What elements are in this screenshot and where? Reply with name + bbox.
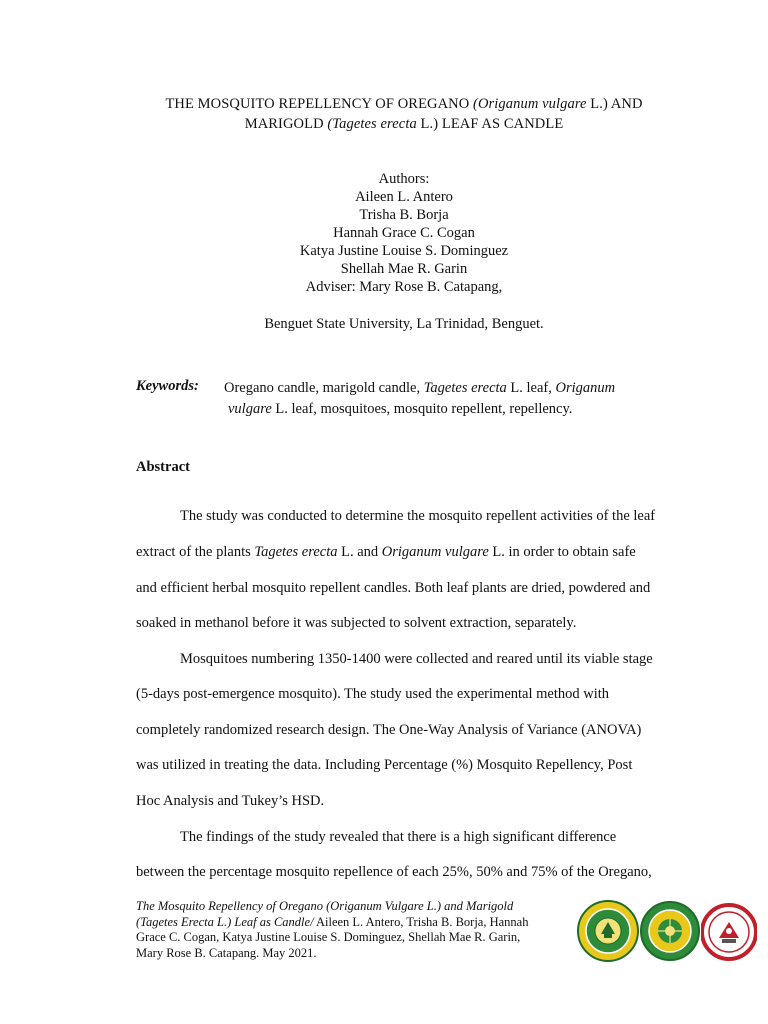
school-seal-icon bbox=[701, 902, 757, 962]
footer-line: The Mosquito Repellency of Oregano (Origanum Vulgare L.) and Marigold bbox=[136, 899, 514, 913]
abstract-line: soaked in methanol before it was subjected to solvent extraction, separately. bbox=[136, 615, 577, 631]
abstract-line: The study was conducted to determine the mosquito repellent activities of the leaf bbox=[180, 508, 656, 524]
abstract-line: extract of the plants Tagetes erecta L. and Origanum vulgare L. in order to obtain safe bbox=[136, 544, 636, 560]
page-footer-citation bbox=[136, 899, 586, 961]
abstract-line: (5-days post-emergence mosquito). The study used the experimental method with bbox=[136, 686, 610, 702]
university-seal-icon bbox=[577, 900, 639, 962]
affiliation: Benguet State University, La Trinidad, Benguet. bbox=[264, 316, 544, 332]
title-line-2: MARIGOLD (Tagetes erecta L.) LEAF AS CANDLE bbox=[244, 116, 564, 132]
adviser-name: Adviser: Mary Rose B. Catapang, bbox=[305, 279, 503, 295]
abstract-line: Mosquitoes numbering 1350-1400 were collected and reared until its viable stage bbox=[180, 651, 653, 667]
footer-line: Mary Rose B. Catapang. May 2021. bbox=[136, 945, 317, 960]
author-name: Katya Justine Louise S. Dominguez bbox=[299, 243, 509, 259]
title-line-1: THE MOSQUITO REPELLENCY OF OREGANO (Origanum vulgare L.) AND bbox=[165, 96, 643, 112]
keywords-label: Keywords: bbox=[136, 378, 199, 394]
author-name: Aileen L. Antero bbox=[355, 189, 453, 205]
authors-heading: Authors: bbox=[378, 171, 430, 187]
abstract-line: Hoc Analysis and Tukey’s HSD. bbox=[136, 793, 325, 809]
keywords-text bbox=[224, 378, 654, 420]
abstract-line: completely randomized research design. The One-Way Analysis of Variance (ANOVA) bbox=[136, 722, 642, 738]
footer-line: Grace C. Cogan, Katya Justine Louise S. Dominguez, Shellah Mae R. Garin, bbox=[136, 930, 521, 944]
keywords-line-2: vulgare L. leaf, mosquitoes, mosquito repellent, repellency. bbox=[228, 401, 573, 417]
abstract-line: between the percentage mosquito repellence of each 25%, 50% and 75% of the Oregano, bbox=[136, 864, 652, 880]
author-name: Shellah Mae R. Garin bbox=[340, 261, 468, 277]
footer-line: (Tagetes Erecta L.) Leaf as Candle/ Aileen L. Antero, Trisha B. Borja, Hannah bbox=[136, 914, 529, 929]
author-name: Trisha B. Borja bbox=[359, 207, 449, 223]
author-name: Hannah Grace C. Cogan bbox=[333, 225, 475, 241]
college-seal-icon bbox=[640, 900, 700, 962]
authors-block bbox=[0, 170, 768, 296]
keywords-line-1: Oregano candle, marigold candle, Tagetes erecta L. leaf, Origanum bbox=[224, 380, 616, 396]
footer-logos bbox=[577, 900, 757, 974]
abstract-line: The findings of the study revealed that there is a high significant difference bbox=[180, 829, 617, 845]
paper-title bbox=[0, 94, 768, 134]
abstract-line: was utilized in treating the data. Including Percentage (%) Mosquito Repellency, Post bbox=[136, 757, 633, 773]
abstract-line: and efficient herbal mosquito repellent candles. Both leaf plants are dried, powdered and bbox=[136, 580, 651, 596]
abstract-heading: Abstract bbox=[136, 459, 190, 475]
